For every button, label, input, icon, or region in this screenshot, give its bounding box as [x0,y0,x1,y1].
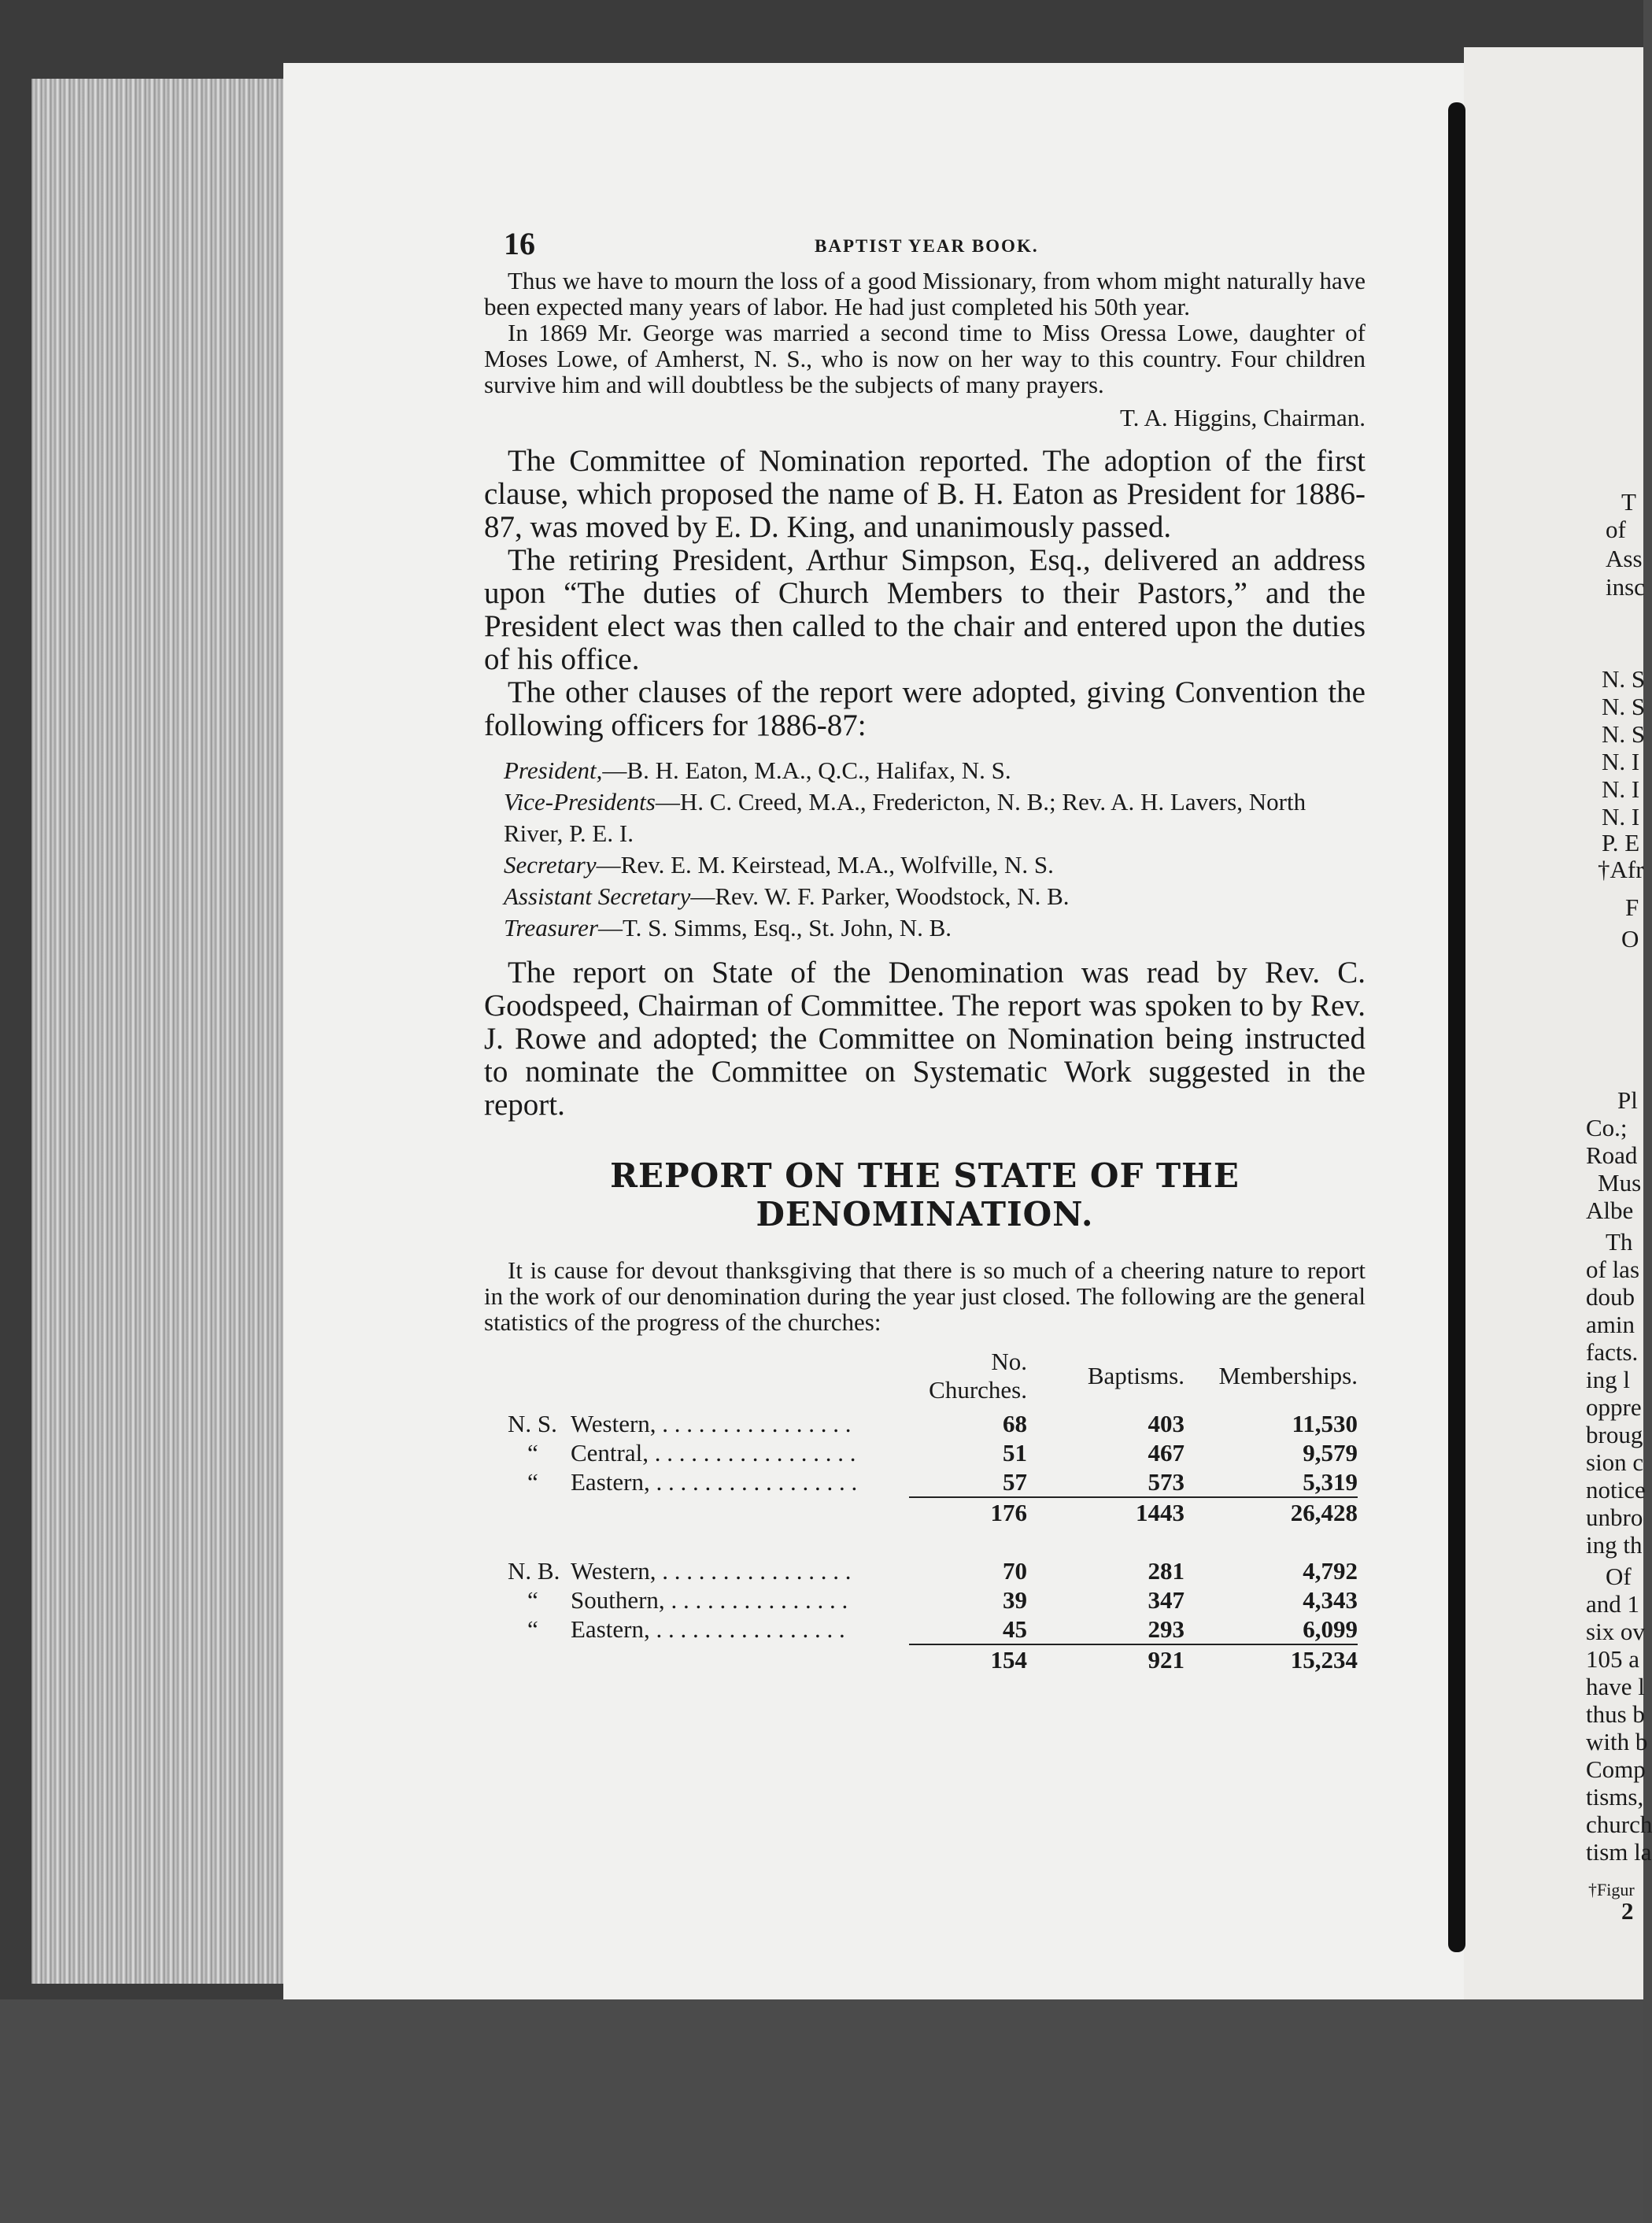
page-content [484,220,1366,1674]
memorial-paragraph-1: Thus we have to mourn the loss of a good Missionary, from whom might naturally have been expected many years of labor. He had just completed his 50th year. [484,267,1366,320]
officers-list [484,755,1366,944]
right-page-fragment: church [1586,1811,1652,1838]
right-page-fragment: tism la [1586,1838,1652,1866]
table-row: “ Eastern, . . . . . . . . . . . . . . . . . 57 573 5,319 [527,1467,1358,1496]
nomination-paragraph: The Committee of Nomination reported. The adoption of the first clause, which proposed the name of B. H. Eaton as President for 1886-87, was moved by E. D. King, and unanimously passed. [484,444,1366,544]
right-page-fragment: Pl [1617,1086,1638,1114]
right-page-fragment: Road [1586,1141,1638,1169]
right-page-fragment: thus b [1586,1700,1645,1728]
right-page-fragment: doub [1586,1283,1635,1311]
right-page-fragment: †Afr [1598,856,1644,883]
denomination-report-paragraph: The report on State of the Denomination was read by Rev. C. Goodspeed, Chairman of Committee. The report was spoken to by Rev. J. Rowe and adopted; the Committee on Nomination being instructed to nominate the Committee on Systematic Work suggested in the report. [484,956,1366,1122]
proceedings-section [484,445,1366,742]
right-page-fragment: insc [1606,573,1645,601]
memorial-signature: T. A. Higgins, Chairman. [1120,404,1366,431]
right-page-fragment: Comp [1586,1755,1646,1783]
right-page-fragment: facts. [1586,1338,1639,1366]
table-total-row: 154 921 15,234 [508,1644,1358,1674]
address-paragraph: The retiring President, Arthur Simpson, Esq., delivered an address upon “The duties of Church Members to their Pastors,” and the President elect was then called to the chair and entered upon the duties of his office. [484,543,1366,676]
right-page-fragment: Of [1606,1563,1632,1590]
province-label: N. S. [508,1409,557,1437]
table-row: N. B. Western, . . . . . . . . . . . . . . . . 70 281 4,792 [508,1556,1358,1585]
header-baptisms: Baptisms. [1087,1362,1184,1389]
right-page-fragment: †Figur [1588,1880,1635,1899]
table-row: N. S. Western, . . . . . . . . . . . . . . . . 68 403 11,530 [508,1409,1358,1437]
district-label: Western, . . . . . . . . . . . . . . . . [571,1409,852,1437]
right-page-fragment: oppre [1586,1393,1642,1421]
right-page-fragment: unbro [1586,1504,1643,1531]
table-row: “ Eastern, . . . . . . . . . . . . . . . . 45 293 6,099 [527,1615,1358,1643]
header-memberships: Memberships. [1218,1362,1358,1389]
right-page-fragment: notice [1586,1476,1646,1504]
right-page-fragment: N. S [1602,720,1646,748]
officer-secretary: Secretary—Rev. E. M. Keirstead, M.A., Wolfville, N. S. [504,851,1054,878]
right-page-fragment: T [1621,488,1636,516]
right-page-fragment: broug [1586,1421,1643,1448]
right-page-fragment: of las [1586,1256,1640,1283]
right-page-fragment: and 1 [1586,1590,1640,1618]
right-page-fragment: have l [1586,1673,1645,1700]
right-page-fragment: O [1621,925,1639,952]
right-page-fragment: Th [1606,1228,1633,1256]
statistics-table [508,1348,1358,1674]
right-page-fragment: N. S [1602,693,1646,720]
statistics-intro: It is cause for devout thanksgiving that there is so much of a cheering nature to report in the work of our denomination during the year just closed. The following are the general statistics of the progress of the churches: [484,1256,1366,1336]
right-page-fragment: Co.; [1586,1114,1628,1141]
right-page-fragment: amin [1586,1311,1635,1338]
right-page-fragment: N. I [1602,803,1640,830]
right-page-fragment: tisms, [1586,1783,1644,1811]
right-page-fragment: 105 a [1586,1645,1640,1673]
officers-intro-paragraph: The other clauses of the report were adopted, giving Convention the following officers for 1886-87: [484,675,1366,742]
memorial-section [484,268,1366,398]
right-page-fragment: six ov [1586,1618,1645,1645]
officer-assistant-secretary: Assistant Secretary—Rev. W. F. Parker, Woodstock, N. B. [504,882,1070,910]
table-total-row: 176 1443 26,428 [508,1497,1358,1527]
page-number: 16 [504,226,535,261]
right-page-fragment: 2 [1621,1897,1634,1925]
memorial-paragraph-2: In 1869 Mr. George was married a second time to Miss Oressa Lowe, daughter of Moses Lowe, of Amherst, N. S., who is now on her way to this country. Four children survive him and will doubtless be the subjects of many prayers. [484,319,1366,398]
book-spine [1448,102,1465,1952]
table-row: “ Central, . . . . . . . . . . . . . . . . . 51 467 9,579 [527,1438,1358,1467]
section-title: REPORT ON THE STATE OF THE DENOMINATION. [610,1156,1240,1234]
officer-president: President,—B. H. Eaton, M.A., Q.C., Halifax, N. S. [504,756,1011,784]
table-header-row [508,1348,1358,1409]
right-page-fragment: N. S [1602,665,1646,693]
page-header [484,220,1366,268]
right-page-fragment: Ass [1606,545,1643,572]
province-label: N. B. [508,1556,560,1585]
officer-vice-presidents: Vice-Presidents—H. C. Creed, M.A., Fredericton, N. B.; Rev. A. H. Lavers, North River, P. E. I. [504,788,1306,847]
right-page-fragment: P. E [1602,829,1640,856]
scan-bottom-margin [0,1999,1643,2223]
right-page-fragment: Mus [1598,1169,1642,1197]
right-page-fragment: ing th [1586,1531,1643,1559]
right-page-fragment: sion c [1586,1448,1644,1476]
header-churches: No. Churches. [929,1348,1027,1404]
right-page-fragment: N. I [1602,748,1640,775]
right-page-fragment: Albe [1586,1197,1634,1224]
right-page-fragment: with b [1586,1728,1648,1755]
right-page-fragment: F [1625,893,1639,921]
officer-treasurer: Treasurer—T. S. Simms, Esq., St. John, N. B. [504,914,952,941]
denomination-report-section [484,956,1366,1122]
running-head: BAPTIST YEAR BOOK. [815,236,1039,256]
book-page-edges [31,79,299,1984]
right-page-fragment: N. I [1602,775,1640,803]
table-row: “ Southern, . . . . . . . . . . . . . . . 39 347 4,343 [527,1585,1358,1614]
right-page-fragment: ing l [1586,1366,1630,1393]
right-page-fragment: of [1606,516,1626,543]
